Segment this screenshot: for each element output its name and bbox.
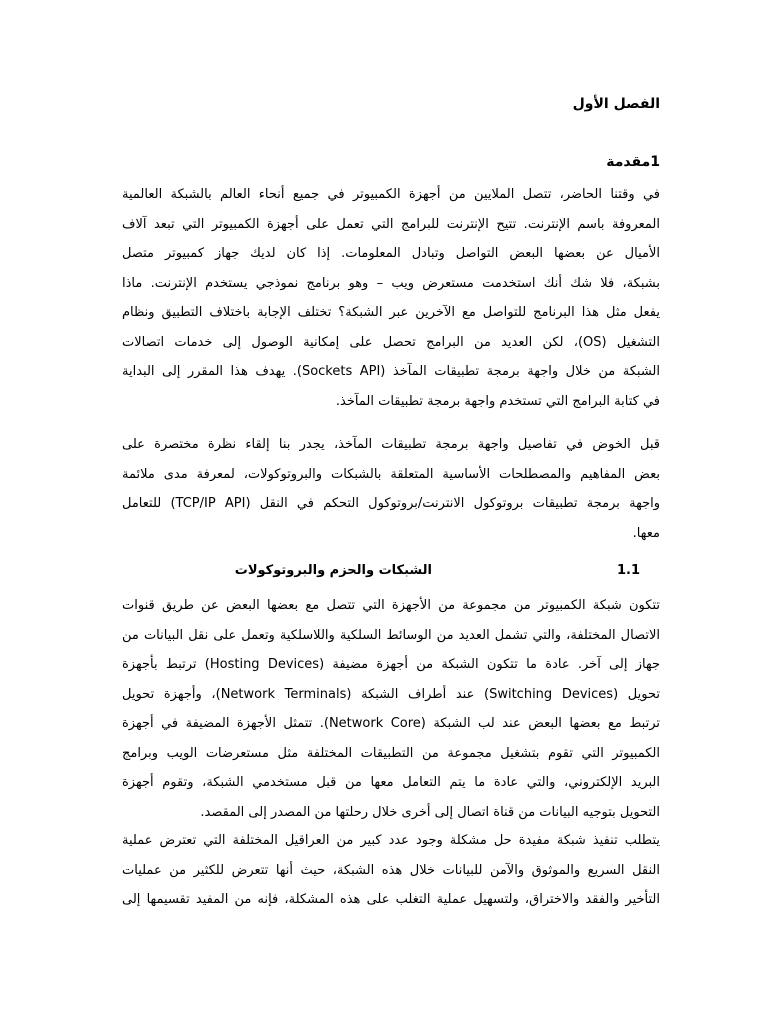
networks-line: الاتصال المختلفة، والتي تشمل العديد من الوسائط السلكية واللاسلكية وتعمل على نقل البيانات من	[122, 627, 660, 643]
networks-line: تحويل (Switching Devices) عند أطراف الشبكة (Network Terminals)، وأجهزة تحويل	[122, 686, 660, 702]
section-heading: 1مقدمة	[606, 154, 660, 170]
networks-line: جهاز إلى آخر. عادة ما تتكون الشبكة من أجهزة مضيفة (Hosting Devices) ترتبط بأجهزة	[122, 657, 660, 672]
background-paragraph	[122, 430, 660, 548]
intro-line: في وقتنا الحاضر، تتصل الملايين من أجهزة الكمبيوتر في جميع أنحاء العالم بالشبكة العالمية	[122, 187, 660, 202]
networks-paragraph	[122, 591, 660, 827]
networks-line: الكمبيوتر التي تقوم بتشغيل مجموعة من التطبيقات المختلفة مثل مستعرضات الويب وبرامج	[122, 745, 660, 761]
background-line: بعض المفاهيم والمصطلحات الأساسية المتعلقة بالشبكات والبروتوكولات، لمعرفة مدى ملائمة	[122, 466, 660, 482]
networks-line: ترتبط مع بعضها البعض عند لب الشبكة (Network Core). تتمثل الأجهزة المضيفة في أجهزة	[122, 716, 660, 731]
networks-line: التحويل بتوجيه البيانات من قناة اتصال إلى أخرى خلال رحلتها من المصدر إلى المقصد.	[200, 804, 660, 820]
subsection-number: 1.1	[616, 563, 640, 578]
challenges-line: يتطلب تنفيذ شبكة مفيدة حل مشكلة وجود عدد كبير من العراقيل المختلفة التي تعترض عملية	[122, 833, 660, 848]
chapter-title: الفصل الأول	[572, 96, 660, 112]
intro-line: الأميال عن بعضها البعض التواصل وتبادل المعلومات. إذا كان لديك جهاز كمبيوتر متصل	[122, 246, 660, 261]
intro-line: في كتابة البرامج التي تستخدم واجهة برمجة تطبيقات المآخذ.	[335, 393, 660, 409]
background-line: واجهة برمجة تطبيقات بروتوكول الانترنت/بروتوكول التحكم في النقل (TCP/IP API) للتعامل	[122, 496, 660, 511]
intro-paragraph	[122, 180, 660, 416]
intro-line: يفعل مثل هذا البرنامج للتواصل مع الآخرين عبر الشبكة؟ تختلف الإجابة باختلاف التطبيق ونظام	[122, 305, 660, 320]
intro-line: التشغيل (OS)، لكن العديد من البرامج تحصل على إمكانية الوصول إلى خدمات اتصالات	[122, 334, 660, 350]
subsection-title: الشبكات والحزم والبروتوكولات	[234, 563, 432, 578]
background-line: قبل الخوض في تفاصيل واجهة برمجة تطبيقات المآخذ، يجدر بنا إلقاء نظرة مختصرة على	[122, 437, 660, 452]
background-line: معها.	[632, 525, 660, 541]
intro-line: بشبكة، فلا شك أنك استخدمت مستعرض ويب – وهو برنامج نموذجي يستخدم الإنترنت. ماذا	[122, 275, 660, 291]
networks-line: تتكون شبكة الكمبيوتر من مجموعة من الأجهزة التي تتصل مع بعضها البعض عن طريق قنوات	[122, 598, 660, 613]
challenges-line: النقل السريع والموثوق والآمن للبيانات خلال هذه الشبكة، حيث أنها تتعرض للكثير من عمليات	[122, 862, 660, 878]
networks-line: البريد الإلكتروني، والتي عادة ما يتم التعامل معها من قبل مستخدمي الشبكة، وتقوم أجهزة	[122, 775, 660, 790]
challenges-paragraph	[122, 826, 660, 915]
intro-line: المعروفة باسم الإنترنت. تتيح الإنترنت للبرامج التي تعمل على أجهزة الكمبيوتر التي تبعد آلاف	[122, 216, 660, 232]
intro-line: الشبكة من خلال واجهة برمجة تطبيقات المآخذ (Sockets API). يهدف هذا المقرر إلى البداية	[122, 364, 660, 379]
challenges-line: التأخير والفقد والاختراق، ولتسهيل عملية التغلب على هذه المشكلة، فإنه من المفيد تقسيمها إلى	[122, 892, 660, 907]
